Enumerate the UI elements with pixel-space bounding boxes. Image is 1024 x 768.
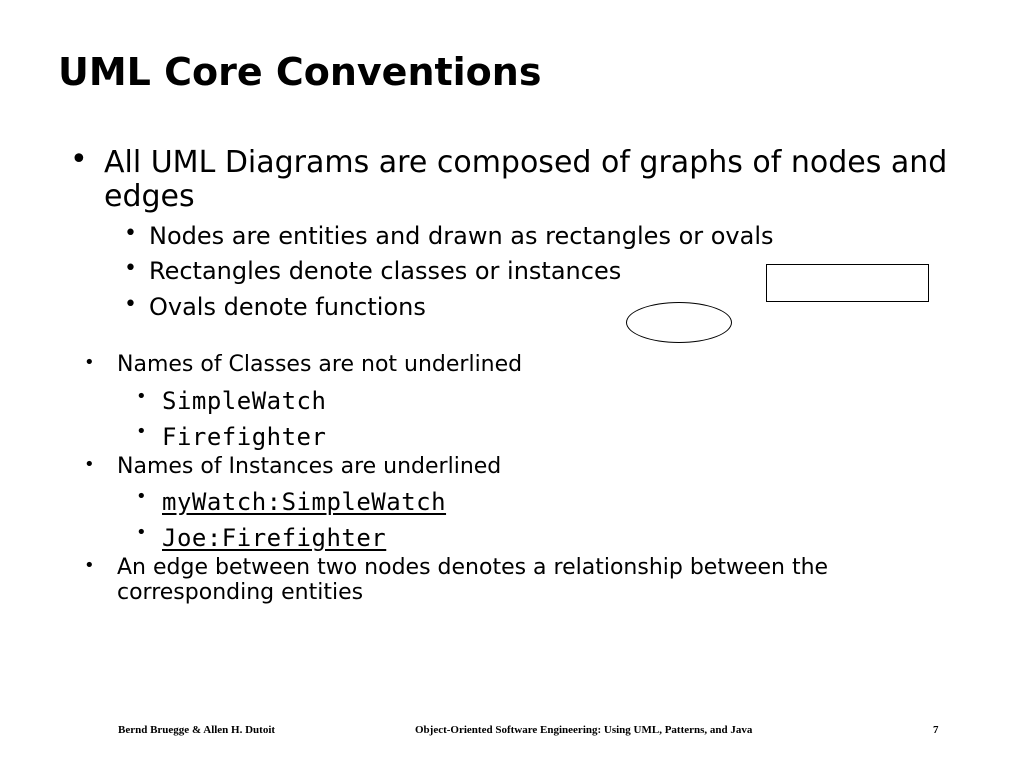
instance-example: myWatch:SimpleWatch xyxy=(162,488,447,516)
edge-bullet-text: An edge between two nodes denotes a relationship between the corresponding entities xyxy=(117,555,829,605)
footer-authors: Bernd Bruegge & Allen H. Dutoit xyxy=(118,724,276,736)
footer-page-number: 7 xyxy=(933,724,939,736)
bullet-icon: • xyxy=(136,386,147,407)
bullet-icon: • xyxy=(136,486,147,507)
instances-bullet-text: Names of Instances are underlined xyxy=(117,454,502,479)
sub-bullet-rectangles: Rectangles denote classes or instances xyxy=(149,257,622,285)
slide-title: UML Core Conventions xyxy=(58,50,542,94)
bullet-icon: • xyxy=(84,352,95,373)
bullet-icon: • xyxy=(70,142,88,177)
sub-bullet-ovals: Ovals denote functions xyxy=(149,293,426,321)
instance-example: Joe:Firefighter xyxy=(162,524,387,552)
footer-book-title: Object-Oriented Software Engineering: Using UML, Patterns, and Java xyxy=(415,724,753,736)
bullet-icon: • xyxy=(84,454,95,475)
class-example: Firefighter xyxy=(162,423,327,451)
class-example: SimpleWatch xyxy=(162,387,327,415)
main-bullet-text: All UML Diagrams are composed of graphs of nodes and edges xyxy=(104,145,948,214)
bullet-icon: • xyxy=(84,555,95,576)
bullet-icon: • xyxy=(124,221,137,246)
bullet-icon: • xyxy=(124,256,137,281)
rectangle-node-example xyxy=(766,264,929,302)
sub-bullet-nodes: Nodes are entities and drawn as rectangles or ovals xyxy=(149,222,774,250)
bullet-icon: • xyxy=(136,421,147,442)
oval-node-example xyxy=(626,302,732,343)
bullet-icon: • xyxy=(124,292,137,317)
bullet-icon: • xyxy=(136,522,147,543)
classes-bullet-text: Names of Classes are not underlined xyxy=(117,352,523,377)
